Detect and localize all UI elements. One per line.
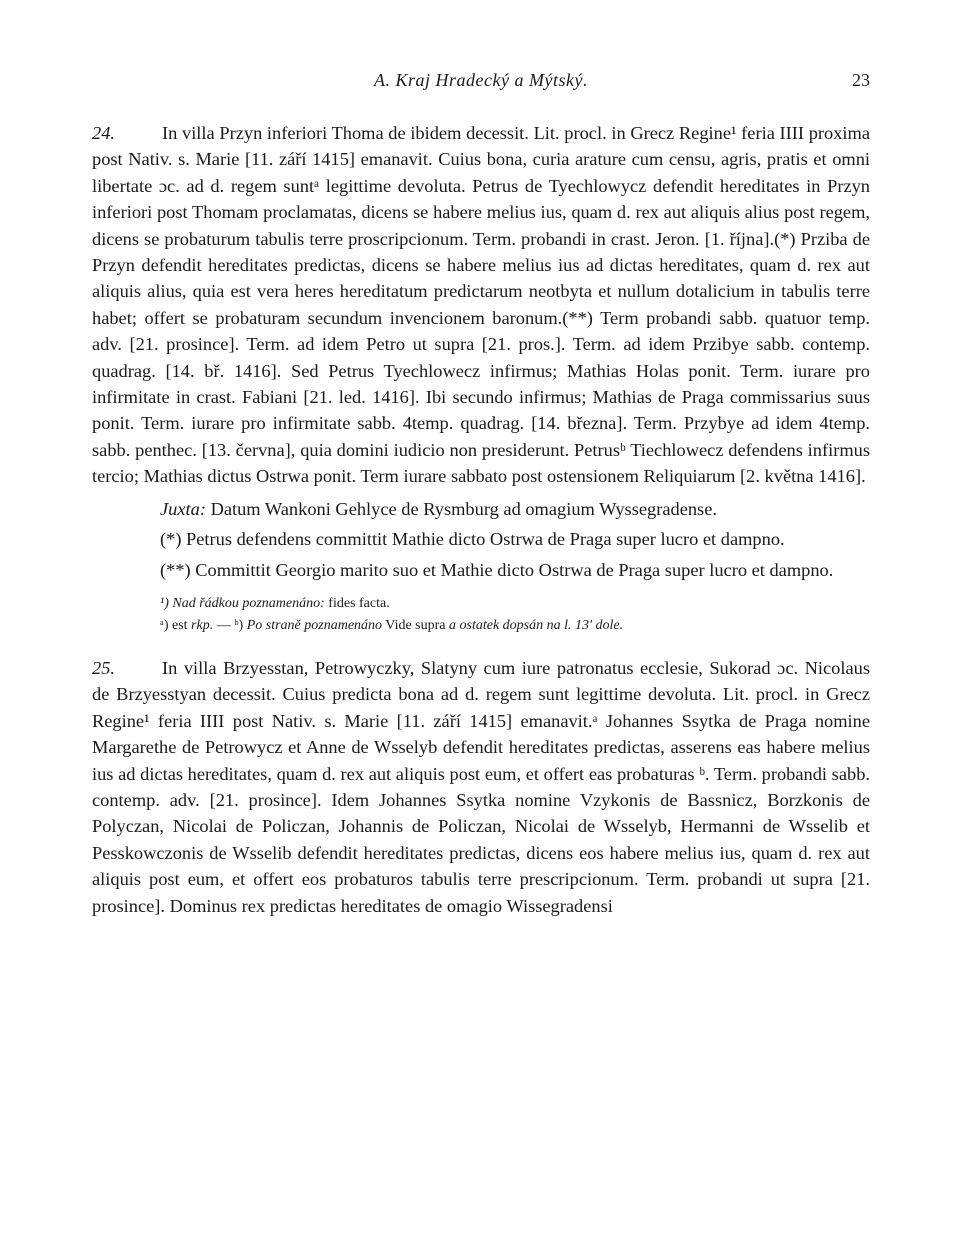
entry-number: 24. — [92, 123, 115, 143]
page-header — [92, 70, 870, 100]
footnote-2 — [92, 615, 870, 637]
entry-text: In villa Brzyesstan, Petrowyczky, Slatyny cum iure patronatus ecclesie, Sukorad ɔc. Nicolaus de Brzyesstyan decessit. Cuius predicta bona ad d. regem sunt legittime devoluta. Lit. procl. in Grecz Regine¹ feria IIII post Nativ. s. Marie [11. září 1415] emanavit.ᵃ Johannes Ssytka de Praga nomine Margarethe de Petrowycz et Anne de Wsselyb defendit hereditates predictas, asserens eas habere melius ius ad dictas hereditates, quam d. rex aut aliquis post eum, et offert eas probaturas ᵇ. Term. probandi sabb. contemp. adv. [21. prosince]. Idem Johannes Ssytka nomine Vzykonis de Bassnicz, Borzkonis de Polyczan, Nicolai de Policzan, Johannis de Policzan, Nicolai de Wsselyb, Hermanni de Wsselib et Pesskowczonis de Wsselib defendit hereditates predictas, dicens eos habere melius ius, quam d. rex aut aliquis post eum, et offert eos probaturos tabulis terre prescripcionum. Term. probandi ut supra [21. prosince]. Dominus rex predictas hereditates de omagio Wissegradensi — [92, 657, 870, 916]
page-number: 23 — [852, 70, 870, 90]
footnote-a-italic: rkp. — [191, 617, 214, 633]
entry-24 — [92, 120, 870, 490]
footnote-1 — [92, 593, 870, 615]
juxta-text: Datum Wankoni Gehlyce de Rysmburg ad omagium Wyssegradense. — [210, 498, 717, 519]
entry-number: 25. — [92, 657, 115, 678]
footnote-1-label: ¹) Nad řádkou poznamenáno: — [160, 595, 325, 611]
juxta-label: Juxta: — [160, 498, 206, 519]
juxta-line — [92, 496, 870, 522]
footnote-a-marker: ᵃ) est — [160, 617, 188, 633]
entry-25 — [92, 655, 870, 919]
footnote-b-text: Vide supra — [385, 617, 446, 633]
note-asterisk-2: (**) Committit Georgio marito suo et Mathie dicto Ostrwa de Praga super lucro et dampno. — [160, 559, 834, 580]
footnote-b-italic: Po straně poznamenáno — [246, 617, 383, 633]
footnote-b-marker: — ᵇ) — [216, 617, 244, 633]
footnotes — [92, 593, 870, 637]
footnote-b-italic-2: a ostatek dopsán na l. 13' dole. — [449, 617, 624, 633]
running-head: A. Kraj Hradecký a Mýtský. — [374, 70, 588, 90]
note-asterisk-1: (*) Petrus defendens committit Mathie dicto Ostrwa de Praga super lucro et dampno. — [160, 529, 785, 550]
body-text — [92, 120, 870, 919]
footnote-1-text: fides facta. — [328, 595, 390, 611]
entry-text: In villa Przyn inferiori Thoma de ibidem decessit. Lit. procl. in Grecz Regine¹ feria IIII proxima post Nativ. s. Marie [11. září 1415] emanavit. Cuius bona, curia arature cum censu, agris, pratis et omni libertate ɔc. ad d. regem suntᵃ legittime devoluta. Petrus de Tyechlowycz defendit hereditates in Przyn inferiori post Thomam proclamatas, dicens se habere melius ius, quam d. rex aut aliquis alius post regem, dicens se probaturum tabulis terre proscripcionum. Term. probandi in crast. Jeron. [1. října].(*) Prziba de Przyn defendit hereditates predictas, dicens se habere melius ius ad dictas hereditates, quam d. rex aut aliquis alius, quia est vera heres hereditatum predictarum neotbyta et nullum dotalicium in tabulis terre habet; offert se probaturam secundum invencionem baronum.(**) Term probandi sabb. quatuor temp. adv. [21. prosince]. Term. ad idem Petro ut supra [21. pros.]. Term. ad idem Przibye sabb. contemp. quadrag. [14. bř. 1416]. Sed Petrus Tyechlowecz infirmus; Mathias Holas ponit. Term. iurare pro infirmitate in crast. Fabiani [21. led. 1416]. Ibi secundo infirmus; Mathias de Praga commissarius suus ponit. Term. iurare pro infirmitate sabb. 4temp. quadrag. [14. března]. Term. Przybye ad idem 4temp. sabb. penthec. [13. června], quia domini iudicio non presiderunt. Petrusᵇ Tiechlowecz defendens infirmus tercio; Mathias dictus Ostrwa ponit. Term iurare sabbato post ostensionem Reliquiarum [2. května 1416]. — [92, 123, 870, 487]
